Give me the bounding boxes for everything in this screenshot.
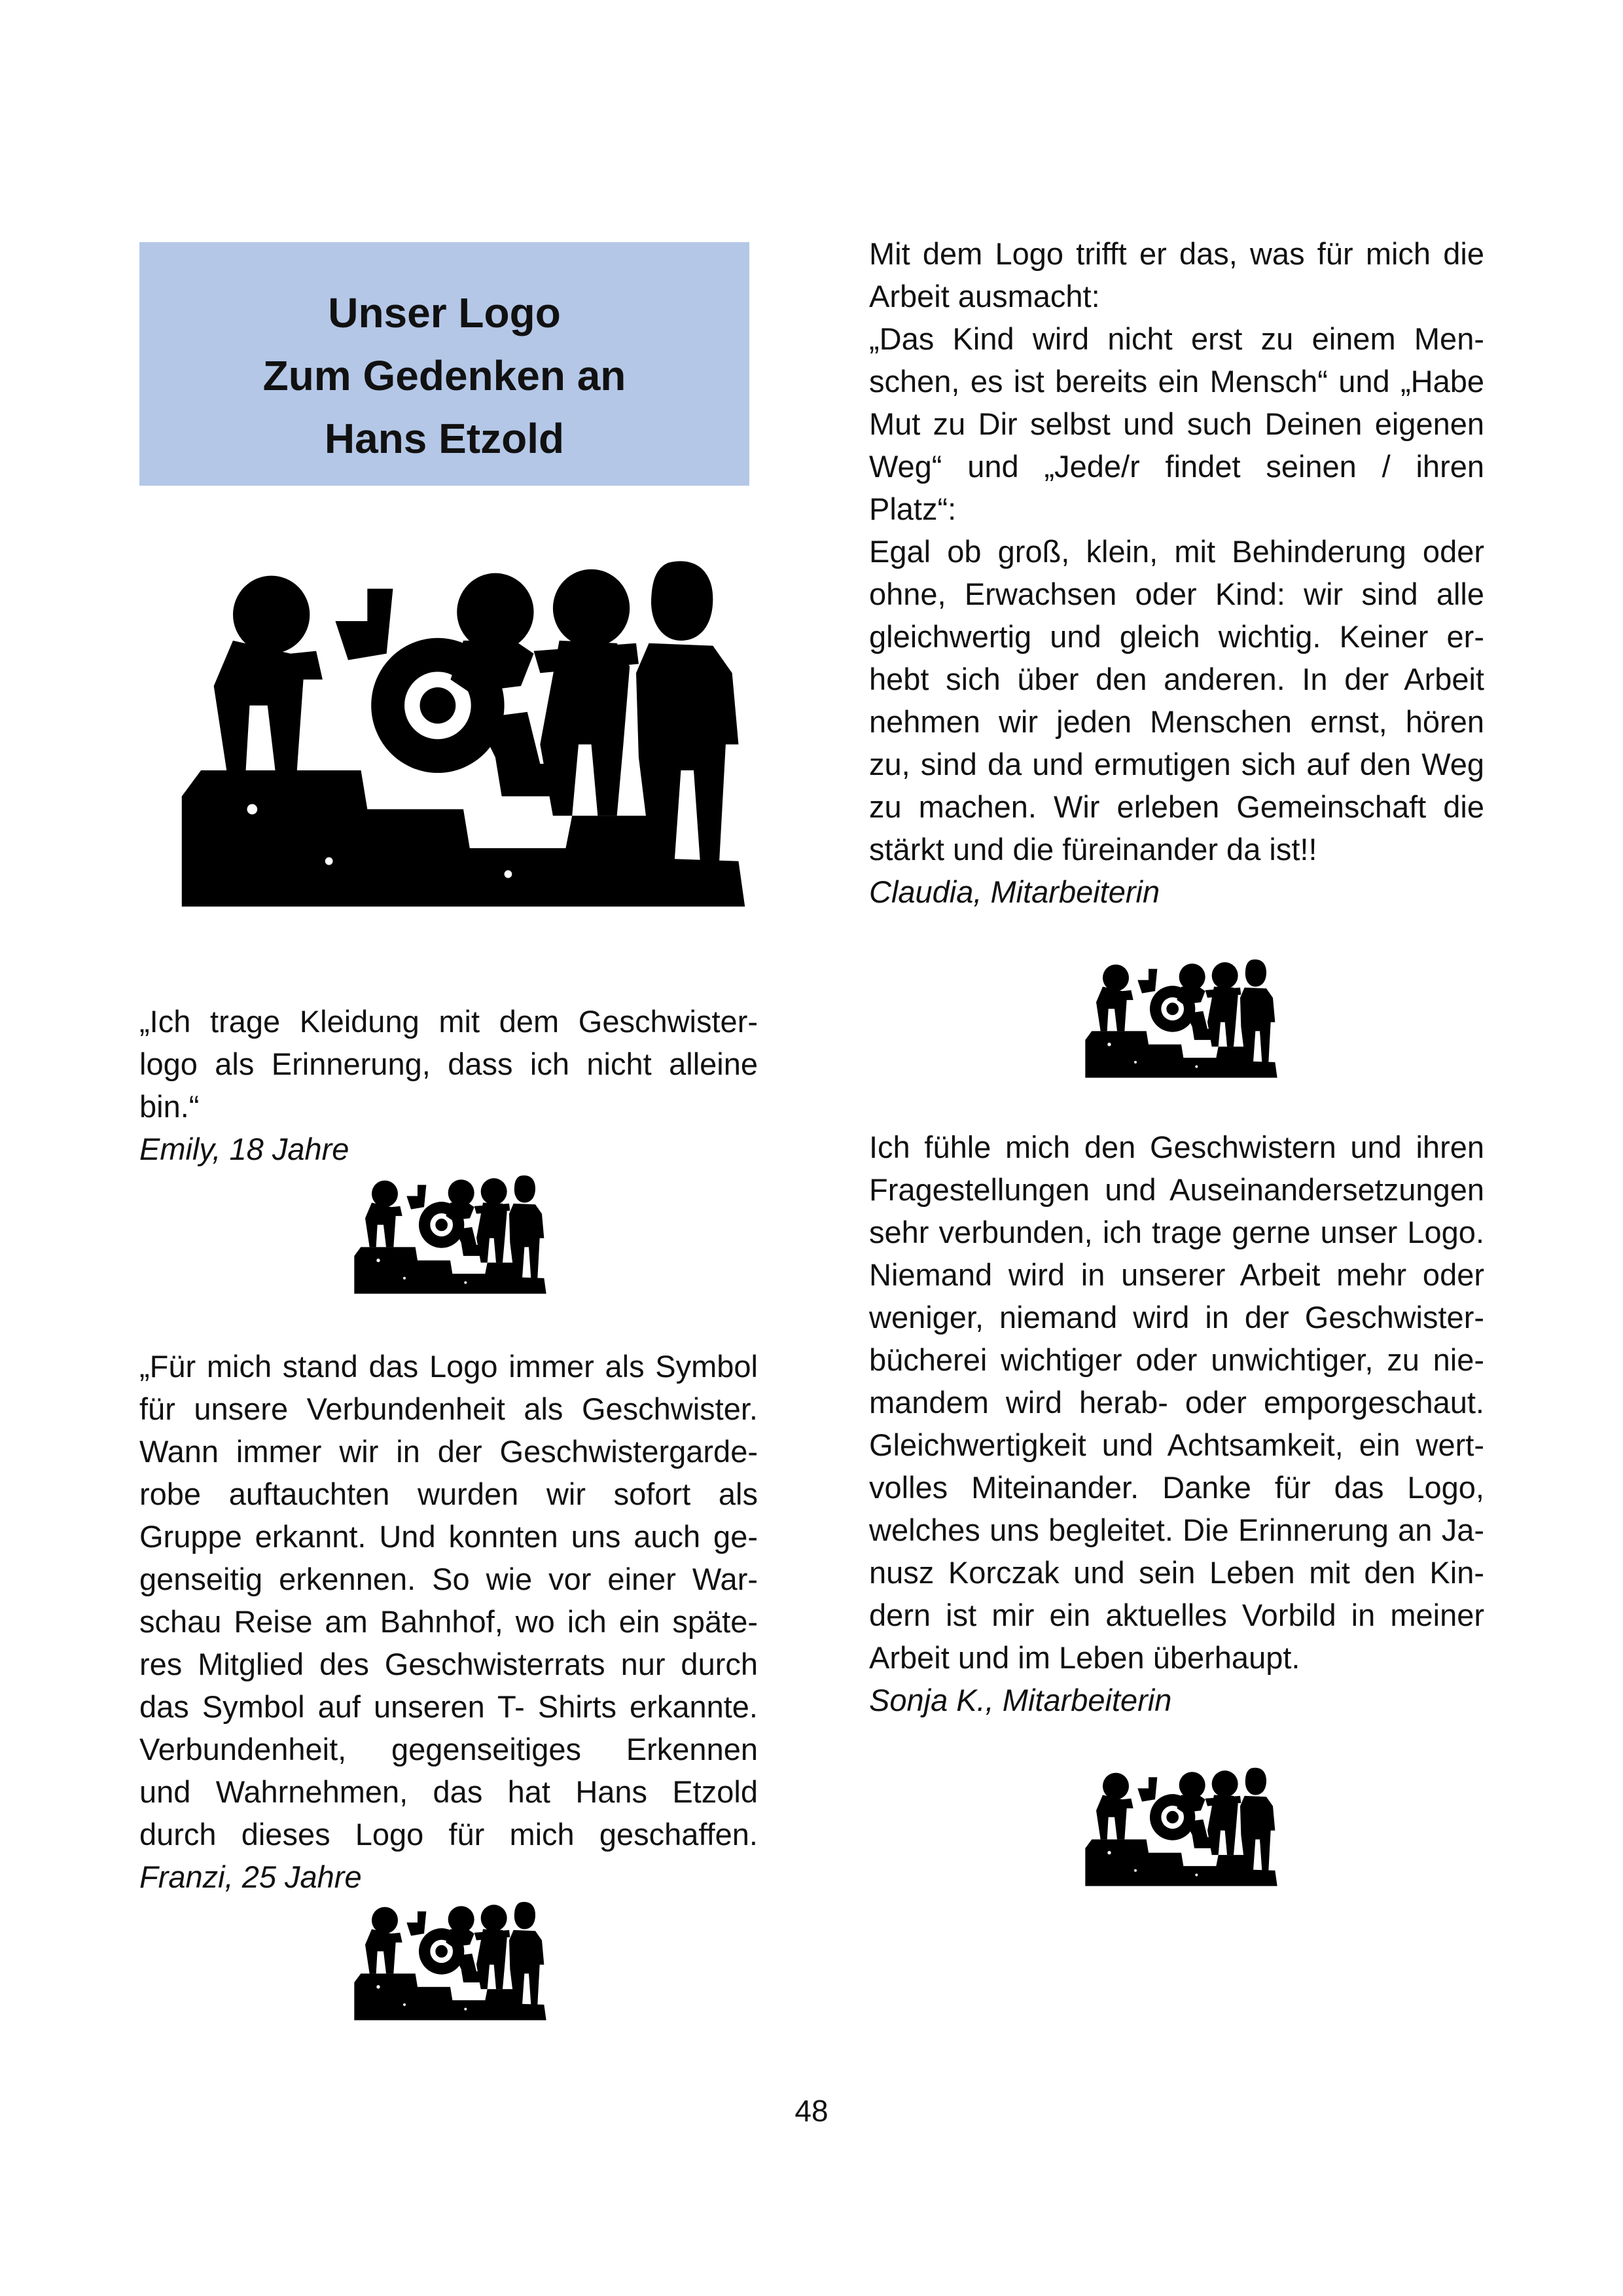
quote-line: Mit dem Logo trifft er das, was für mich die: [869, 236, 1484, 271]
page-number: 48: [794, 2094, 829, 2128]
quote-line: bin.“: [139, 1089, 200, 1124]
quote-franzi: [139, 1345, 758, 1898]
quote-line: dern ist mir ein aktuelles Vorbild in meiner: [869, 1598, 1484, 1632]
quote-line: Arbeit ausmacht:: [869, 279, 1100, 314]
quote-line: das Symbol auf unseren T- Shirts erkannte.: [139, 1689, 758, 1724]
logo-graphic: [352, 1172, 548, 1296]
group-silhouette-logo-small: [352, 1898, 548, 2022]
quote-line: Ich fühle mich den Geschwistern und ihren: [869, 1130, 1484, 1164]
logo-graphic: [175, 550, 751, 913]
quote-line: für unsere Verbundenheit als Geschwister.: [139, 1391, 758, 1426]
quote-sonja: [869, 1126, 1484, 1721]
title-line-1: Unser Logo: [328, 289, 561, 336]
group-silhouette-logo-small: [352, 1172, 548, 1296]
title-line-3: Hans Etzold: [324, 415, 565, 462]
quote-author: Sonja K., Mitarbeiterin: [869, 1683, 1172, 1717]
quote-emily: [139, 1000, 758, 1170]
quote-line: gleichwertig und gleich wichtig. Keiner er-: [869, 619, 1484, 654]
quote-line: robe auftauchten wurden wir sofort als: [139, 1477, 758, 1511]
quote-author: Emily, 18 Jahre: [139, 1132, 349, 1166]
quote-line: Gruppe erkannt. Und konnten uns auch ge-: [139, 1519, 758, 1554]
quote-line: Egal ob groß, klein, mit Behinderung oder: [869, 534, 1484, 569]
title-line-2: Zum Gedenken an: [262, 352, 626, 399]
quote-line: „Für mich stand das Logo immer als Symbol: [139, 1349, 758, 1384]
quote-line: Fragestellungen und Auseinandersetzungen: [869, 1172, 1484, 1207]
quote-line: hebt sich über den anderen. In der Arbeit: [869, 662, 1484, 696]
quote-line: volles Miteinander. Danke für das Logo,: [869, 1470, 1484, 1505]
quote-line: schau Reise am Bahnhof, wo ich ein späte-: [139, 1604, 758, 1639]
quote-line: res Mitglied des Geschwisterrats nur durch: [139, 1647, 758, 1681]
quote-line: Niemand wird in unserer Arbeit mehr oder: [869, 1257, 1484, 1292]
quote-line: genseitig erkennen. So wie vor einer War-: [139, 1562, 758, 1596]
quote-author: Claudia, Mitarbeiterin: [869, 874, 1160, 909]
quote-line: bücherei wichtiger oder unwichtiger, zu nie-: [869, 1342, 1484, 1377]
quote-line: Wann immer wir in der Geschwistergarde-: [139, 1434, 758, 1469]
quote-line: stärkt und die füreinander da ist!!: [869, 832, 1317, 867]
quote-line: nusz Korczak und sein Leben mit den Kin-: [869, 1555, 1484, 1590]
title-box: [139, 242, 749, 486]
quote-line: welches uns begleitet. Die Erinnerung an Ja-: [869, 1513, 1484, 1547]
quote-line: Weg“ und „Jede/r findet seinen / ihren: [869, 449, 1484, 484]
quote-line: ohne, Erwachsen oder Kind: wir sind alle: [869, 577, 1484, 611]
quote-line: „Ich trage Kleidung mit dem Geschwister-: [139, 1004, 758, 1039]
quote-author: Franzi, 25 Jahre: [139, 1859, 362, 1894]
quote-line: Verbundenheit, gegenseitiges Erkennen: [139, 1732, 758, 1767]
quote-line: zu, sind da und ermutigen sich auf den Weg: [869, 747, 1484, 781]
quote-line: sehr verbunden, ich trage gerne unser Logo.: [869, 1215, 1484, 1249]
logo-graphic: [1083, 1764, 1279, 1888]
quote-line: zu machen. Wir erleben Gemeinschaft die: [869, 789, 1484, 824]
quote-line: durch dieses Logo für mich geschaffen.: [139, 1817, 758, 1852]
quote-line: Platz“:: [869, 492, 957, 526]
quote-line: Gleichwertigkeit und Achtsamkeit, ein wert-: [869, 1427, 1484, 1462]
quote-claudia: [869, 232, 1484, 913]
group-silhouette-logo-large: [175, 550, 751, 913]
group-silhouette-logo-small: [1083, 1764, 1279, 1888]
quote-line: Arbeit und im Leben überhaupt.: [869, 1640, 1300, 1675]
quote-line: weniger, niemand wird in der Geschwister-: [869, 1300, 1484, 1335]
quote-line: logo als Erinnerung, dass ich nicht alleine: [139, 1047, 758, 1081]
quote-line: mandem wird herab- oder emporgeschaut.: [869, 1385, 1484, 1420]
quote-line: nehmen wir jeden Menschen ernst, hören: [869, 704, 1484, 739]
quote-line: Mut zu Dir selbst und such Deinen eigenen: [869, 406, 1484, 441]
logo-graphic: [1083, 956, 1279, 1080]
quote-line: schen, es ist bereits ein Mensch“ und „Habe: [869, 364, 1484, 399]
quote-line: und Wahrnehmen, das hat Hans Etzold: [139, 1774, 758, 1809]
logo-graphic: [352, 1898, 548, 2022]
group-silhouette-logo-small: [1083, 956, 1279, 1080]
quote-line: „Das Kind wird nicht erst zu einem Men-: [869, 321, 1484, 356]
